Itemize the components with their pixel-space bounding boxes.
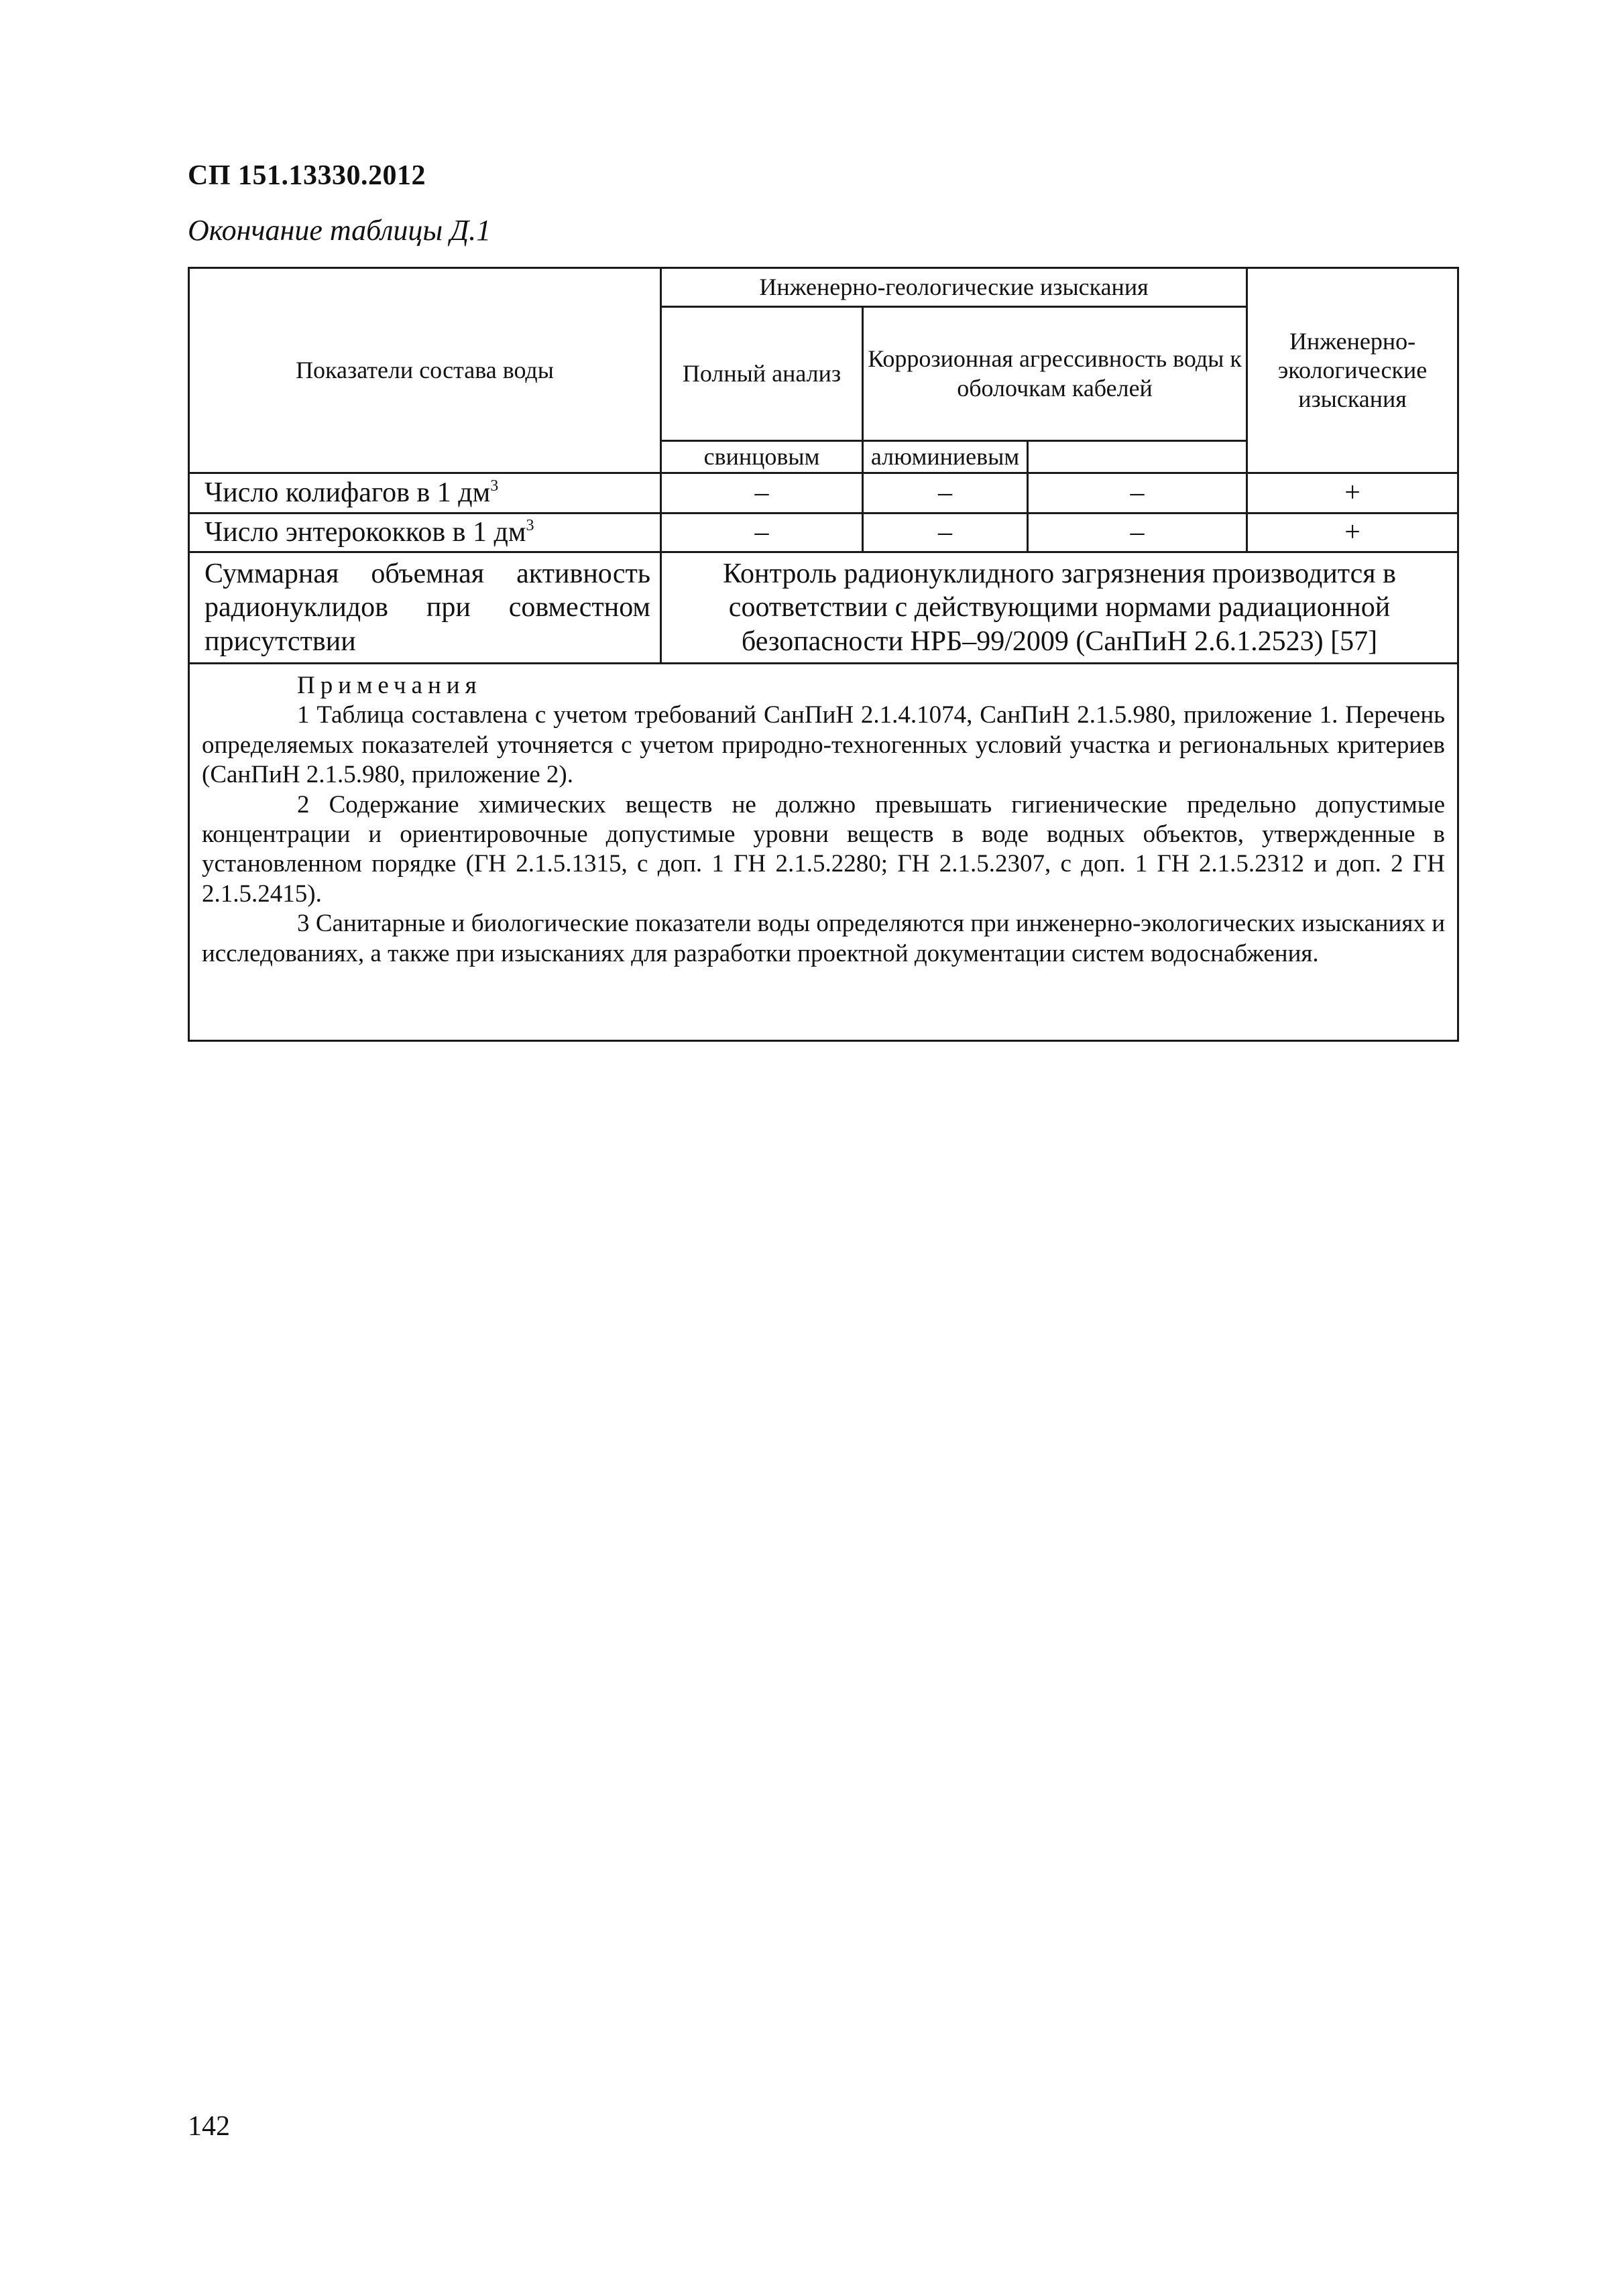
cell-full-analysis: – [661,473,863,513]
header-geological-surveys: Инженерно-геологические изыскания [661,268,1247,307]
radionuclide-control-text [661,552,1458,664]
header-indicators: Показатели состава воды [189,268,661,473]
row-label-text: Число энтерококков в 1 дм [205,517,526,548]
note-item: 2 Содержание химических веществ не должно превышать гигиенические предельно допустимые концентрации и ориентировочные допустимые уровни веществ в воде водных объектов, утвержденные в установленном порядке (ГН 2.1.5.1315, с доп. 1 ГН 2.1.5.2280; ГН 2.1.5.2307, с доп. 1 ГН 2.1.5.2312 и доп. 2 ГН 2.1.5.2415). [202,790,1446,908]
notes-title: Примечания [297,672,482,699]
row-label-coliphages [189,473,661,513]
table-caption: Окончание таблицы Д.1 [188,214,491,247]
control-line: безопасности НРБ–99/2009 (СанПиН 2.6.1.2523) [57] [741,625,1378,657]
summary-label-line: присутствии [205,625,356,657]
header-full-analysis: Полный анализ [661,307,863,441]
note-item: 3 Санитарные и биологические показатели воды определяются при инженерно-экологических изысканиях и исследованиях, а также при изысканиях для разработки проектной документации систем водоснабжения. [202,910,1446,967]
table-row [189,513,1458,552]
cell-lead: – [863,513,1028,552]
header-aluminum-sheath: алюминиевым [863,441,1028,473]
row-label-enterococci [189,513,661,552]
cell-aluminum: – [1028,473,1247,513]
cell-lead: – [863,473,1028,513]
cell-full-analysis: – [661,513,863,552]
summary-label-line: радионуклидов при совместном [205,592,650,623]
water-indicators-table [188,267,1459,1042]
summary-activity-label [189,552,661,664]
cell-aluminum: – [1028,513,1247,552]
control-line: соответствии с действующими нормами радиационной [728,592,1391,623]
header-ecological-surveys: Инженерно-экологические изыскания [1247,268,1458,473]
table-row-summary-activity [189,552,1458,664]
note-item: 1 Таблица составлена с учетом требований СанПиН 2.1.4.1074, СанПиН 2.1.5.980, приложение 1. Перечень определяемых показателей уточняется с учетом природно-техногенных условий участка и региональных критериев (СанПиН 2.1.5.980, приложение 2). [202,701,1446,789]
row-label-text: Число колифагов в 1 дм [205,477,491,509]
summary-label-line: Суммарная объемная активность [205,558,650,589]
page-number: 142 [188,2111,230,2142]
control-line: Контроль радионуклидного загрязнения производится в [723,558,1396,589]
superscript: 3 [490,477,499,495]
header-corrosion-aggressiveness: Коррозионная агрессивность воды к оболочкам кабелей [863,307,1247,441]
notes-cell [189,664,1458,1041]
cell-ecological: + [1247,473,1458,513]
document-code: СП 151.13330.2012 [188,160,426,191]
table-row [189,473,1458,513]
cell-ecological: + [1247,513,1458,552]
header-lead-sheath: свинцовым [661,441,863,473]
superscript: 3 [526,517,534,535]
